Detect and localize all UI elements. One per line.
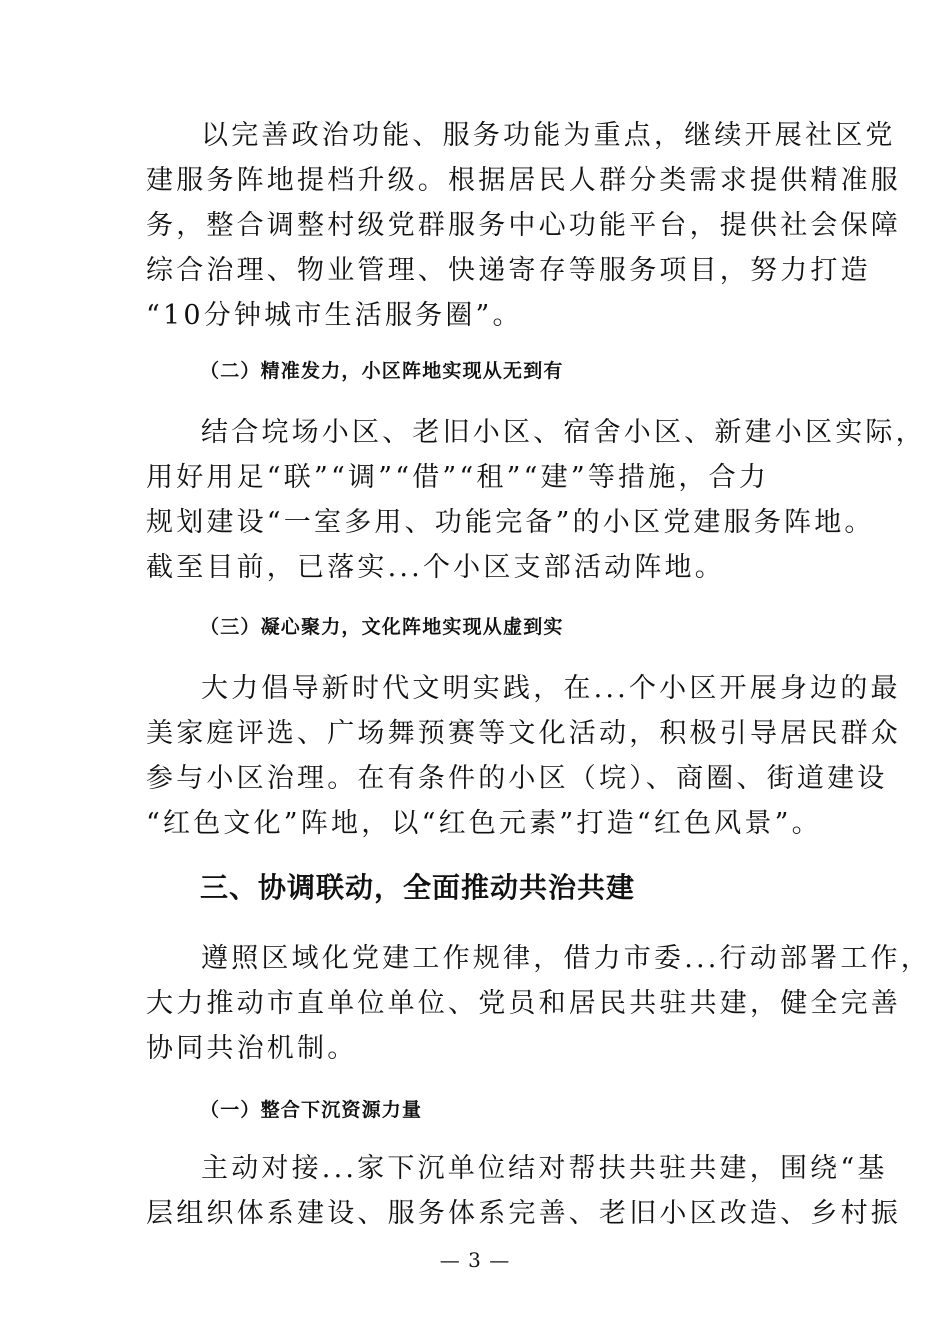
text-line: 结合垸场小区、老旧小区、宿舍小区、新建小区实际， (201, 417, 926, 448)
text-line: 大力推动市直单位单位、党员和居民共驻共建，健全完善 (146, 988, 901, 1019)
section-heading: 三、协调联动，全面推动共治共建 (200, 871, 636, 904)
subheading-precise-effort: （二）精准发力，小区阵地实现从无到有 (200, 360, 564, 382)
paragraph-community-positions (146, 410, 926, 590)
text-line: 建服务阵地提档升级。根据居民人群分类需求提供精准服 (146, 165, 901, 196)
subheading-cultural-positions: （三）凝心聚力，文化阵地实现从虚到实 (200, 616, 564, 638)
subheading-integrate-resources: （一）整合下沉资源力量 (200, 1099, 423, 1121)
text-line: 综合治理、物业管理、快递寄存等服务项目，努力打造 (146, 255, 871, 286)
text-line: 遵照区域化党建工作规律，借力市委...行动部署工作， (201, 943, 931, 974)
text-line: 用好用足“联”“调”“借”“租”“建”等措施，合力 (146, 462, 770, 493)
text-line: 参与小区治理。在有条件的小区（垸）、商圈、街道建设 (146, 763, 888, 794)
text-line: 务，整合调整村级党群服务中心功能平台，提供社会保障 (146, 210, 901, 241)
text-line: 以完善政治功能、服务功能为重点，继续开展社区党 (201, 120, 896, 151)
paragraph-unit-pairing (146, 1146, 901, 1236)
text-line: 层组织体系建设、服务体系完善、老旧小区改造、乡村振 (146, 1198, 901, 1229)
page-number: — 3 — (439, 1248, 511, 1272)
text-line: 协同共治机制。 (146, 1033, 358, 1064)
text-line: 规划建设“一室多用、功能完备”的小区党建服务阵地。 (146, 507, 875, 538)
paragraph-civilization-practice (146, 666, 901, 846)
paragraph-service-upgrade (146, 113, 901, 338)
text-line: 主动对接...家下沉单位结对帮扶共驻共建，围绕“基 (201, 1153, 888, 1184)
paragraph-regional-party-building (146, 936, 931, 1071)
text-line: 美家庭评选、广场舞预赛等文化活动，积极引导居民群众 (146, 718, 901, 749)
text-line: 大力倡导新时代文明实践，在...个小区开展身边的最 (201, 673, 901, 704)
text-line: “红色文化”阵地，以“红色元素”打造“红色风景”。 (146, 808, 822, 839)
text-line: 截至目前，已落实...个小区支部活动阵地。 (146, 552, 725, 583)
text-line: “10分钟城市生活服务圈”。 (146, 300, 523, 331)
